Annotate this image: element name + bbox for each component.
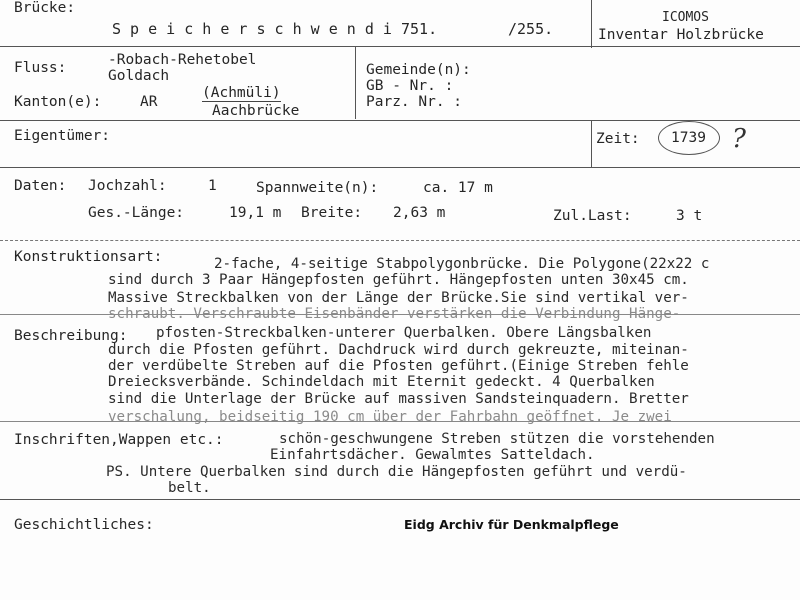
fluss-value-2: Goldach <box>108 68 170 84</box>
last-value: 3 t <box>676 208 703 224</box>
breite-value: 2,63 m <box>393 205 446 221</box>
rule-1 <box>0 46 800 47</box>
org-name: ICOMOS <box>662 10 709 25</box>
daten-label: Daten: <box>14 178 67 194</box>
ort-value-2: Aachbrücke <box>212 103 300 119</box>
beschreibung-line-5: sind die Unterlage der Brücke auf massiven Sandsteinquadern. Bretter <box>108 391 689 407</box>
archive-stamp: Eidg Archiv für Denkmalpflege <box>404 517 619 532</box>
laenge-value: 19,1 m <box>229 205 282 221</box>
eigentuemer-label: Eigentümer: <box>14 128 111 144</box>
inschriften-line-2: Einfahrtsdächer. Gewalmtes Satteldach. <box>270 447 595 463</box>
zeit-question-mark: ? <box>732 124 746 154</box>
ps-line-2: belt. <box>168 480 211 496</box>
rule-6 <box>0 421 800 422</box>
last-label: Zul.Last: <box>553 208 632 224</box>
beschreibung-line-3: der verdübelte Streben auf die Pfosten geführt.(Einige Streben fehle <box>108 358 689 374</box>
breite-label: Breite: <box>301 205 363 221</box>
beschreibung-line-2: durch die Pfosten geführt. Dachdruck wird durch gekreuzte, miteinan- <box>108 342 689 358</box>
bruecke-label: Brücke: <box>14 0 76 16</box>
spannweite-label: Spannweite(n): <box>256 180 379 196</box>
konstruktion-line-2: sind durch 3 Paar Hängepfosten geführt. Hängepfosten unten 30x45 cm. <box>108 272 689 288</box>
zeit-divider <box>591 121 592 167</box>
inschriften-label: Inschriften,Wappen etc.: <box>14 432 224 448</box>
inschriften-line-1: schön-geschwungene Streben stützen die vorstehenden <box>279 431 715 447</box>
kanton-label: Kanton(e): <box>14 94 102 110</box>
beschreibung-label: Beschreibung: <box>14 328 128 344</box>
location-divider <box>355 47 356 119</box>
rule-4 <box>0 240 800 241</box>
rule-7 <box>0 499 800 500</box>
fluss-value-1: -Robach-Rehetobel <box>108 52 257 68</box>
jochzahl-label: Jochzahl: <box>88 178 167 194</box>
konstruktion-line-1: 2-fache, 4-seitige Stabpolygonbrücke. Die Polygone(22x22 c <box>214 256 710 272</box>
spannweite-value: ca. 17 m <box>423 180 493 196</box>
rule-5 <box>0 314 800 315</box>
zeit-label: Zeit: <box>596 131 640 147</box>
gb-label: GB - Nr. : <box>366 78 454 94</box>
parz-label: Parz. Nr. : <box>366 94 463 110</box>
ort-value-1: (Achmüli) <box>202 85 281 101</box>
kanton-value: AR <box>140 94 158 110</box>
ps-line-1: PS. Untere Querbalken sind durch die Hängepfosten geführt und verdü- <box>106 464 687 480</box>
zeit-value: 1739 <box>671 130 706 146</box>
konstruktion-line-3: Massive Streckbalken von der Länge der Brücke.Sie sind vertikal ver- <box>108 290 689 306</box>
fluss-label: Fluss: <box>14 60 67 76</box>
org-subtitle: Inventar Holzbrücke <box>598 27 764 43</box>
geschichte-label: Geschichtliches: <box>14 517 154 533</box>
bruecke-name: S p e i c h e r s c h w e n d i 751. <box>112 20 438 38</box>
beschreibung-line-1: pfosten-Streckbalken-unterer Querbalken. Obere Längsbalken <box>156 325 652 341</box>
beschreibung-line-6: verschalung, beidseitig 190 cm über der Fahrbahn geöffnet. Je zwei <box>108 409 672 425</box>
bruecke-number: /255. <box>508 20 554 38</box>
header-divider <box>591 0 592 48</box>
gemeinde-label: Gemeinde(n): <box>366 62 471 78</box>
beschreibung-line-4: Dreiecksverbände. Schindeldach mit Eternit gedeckt. 4 Querbalken <box>108 374 655 390</box>
jochzahl-value: 1 <box>208 178 217 194</box>
konstruktion-line-4: schraubt. Verschraubte Eisenbänder verstärken die Verbindung Hänge- <box>108 306 681 322</box>
konstruktion-label: Konstruktionsart: <box>14 249 163 265</box>
rule-3 <box>0 167 800 168</box>
laenge-label: Ges.-Länge: <box>88 205 185 221</box>
